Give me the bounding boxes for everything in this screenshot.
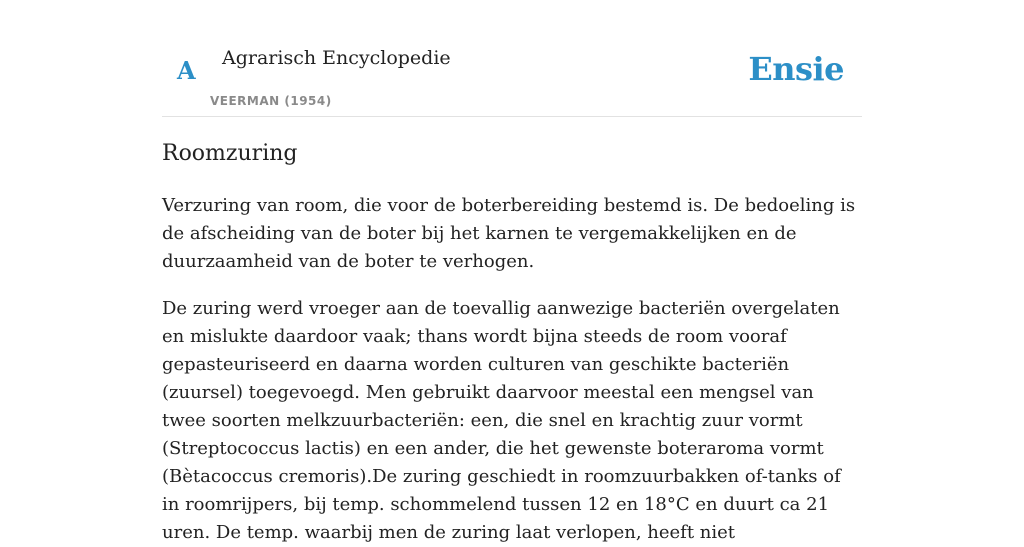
article-content — [162, 138, 862, 547]
ensie-brand-logo[interactable]: Ensie — [748, 50, 844, 88]
article-paragraph-1: Verzuring van room, die voor de boterbereiding bestemd is. De bedoeling is de afscheiding van de boter bij het karnen te vergemakkelijken en de duurzaamheid van de boter te verhogen. — [162, 195, 856, 272]
article-title: Roomzuring — [162, 141, 298, 166]
encyclopedia-logo-link[interactable]: A — [177, 56, 196, 85]
encyclopedia-author: VEERMAN (1954) — [210, 94, 332, 108]
article-paragraph-2: De zuring werd vroeger aan de toevallig aanwezige bacteriën overgelaten en mislukte daardoor vaak; thans wordt bijna steeds de room vooraf gepasteuriseerd en daarna worden culturen van geschikte bacteriën (zuursel) toegevoegd. Men gebruikt daarvoor meestal een mengsel van twee soorten melkzuurbacteriën: een, die snel en krachtig zuur vormt (Streptococcus lactis) en een ander, die het gewenste boteraroma vormt (Bètacoccus cremoris).De zuring geschiedt in roomzuurbakken of-tanks of in roomrijpers, bij temp. schommelend tussen 12 en 18°C en duurt ca 21 uren. De temp. waarbij men de zuring laat verlopen, heeft niet — [162, 298, 841, 543]
site-header — [162, 0, 862, 117]
encyclopedia-title-link[interactable]: Agrarisch Encyclopedie — [222, 47, 451, 69]
